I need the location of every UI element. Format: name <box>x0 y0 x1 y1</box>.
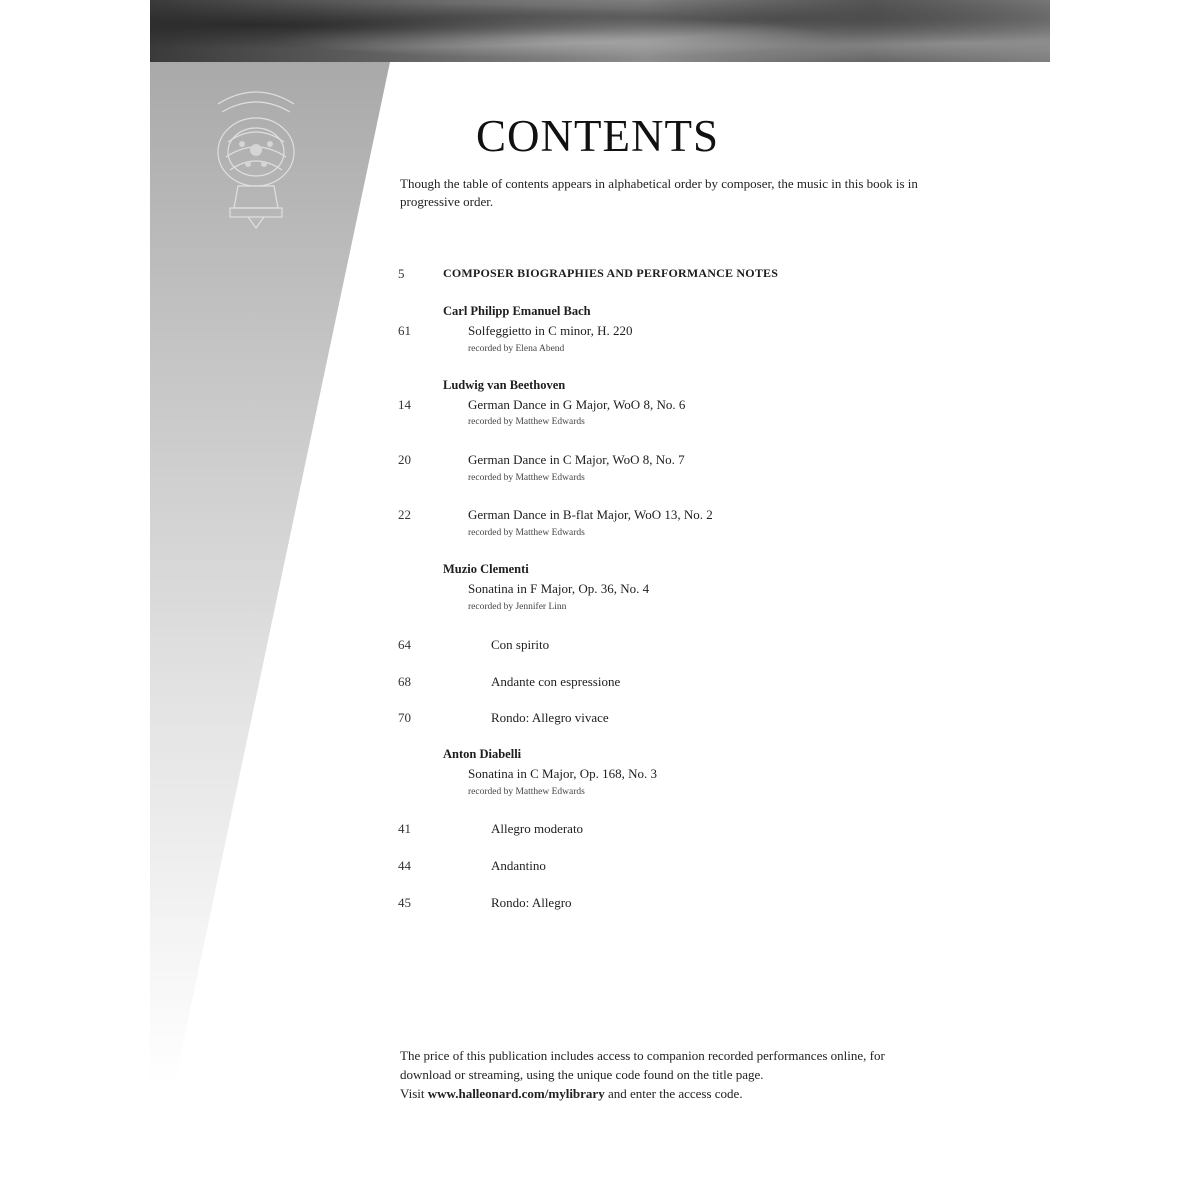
work-title: Solfeggietto in C minor, H. 220 <box>468 323 633 338</box>
composer-name: Ludwig van Beethoven <box>443 378 566 392</box>
page-number: 44 <box>398 858 411 873</box>
work-title: German Dance in G Major, WoO 8, No. 6 <box>468 397 686 412</box>
work-title: Sonatina in C Major, Op. 168, No. 3 <box>468 766 658 781</box>
recorded-by: recorded by Elena Abend <box>468 344 565 354</box>
decorative-left-wedge <box>150 62 390 1200</box>
page-number: 14 <box>398 397 411 412</box>
work-title: Sonatina in F Major, Op. 36, No. 4 <box>468 581 650 596</box>
page-number: 61 <box>398 323 411 338</box>
page-number: 70 <box>398 710 411 725</box>
movement-title: Andantino <box>491 858 546 873</box>
publisher-emblem-icon <box>208 82 304 232</box>
page-number: 68 <box>398 674 411 689</box>
page-number: 41 <box>398 821 411 836</box>
access-note-end: and enter the access code. <box>604 1086 743 1101</box>
composer-name: Muzio Clementi <box>443 562 529 576</box>
composer-name: Anton Diabelli <box>443 747 522 761</box>
work-title: German Dance in C Major, WoO 8, No. 7 <box>468 452 685 467</box>
visit-label: Visit <box>400 1086 428 1101</box>
page-number: 22 <box>398 507 411 522</box>
movement-title: Andante con espressione <box>491 674 621 689</box>
recorded-by: recorded by Matthew Edwards <box>468 417 585 427</box>
movement-title: Rondo: Allegro <box>491 895 572 910</box>
library-link[interactable]: www.halleonard.com/mylibrary <box>427 1086 605 1101</box>
movement-title: Allegro moderato <box>491 821 584 836</box>
composer-name: Carl Philipp Emanuel Bach <box>443 304 591 318</box>
work-title: German Dance in B-flat Major, WoO 13, No. 2 <box>468 507 713 522</box>
movement-title: Con spirito <box>491 637 550 652</box>
section-heading: COMPOSER BIOGRAPHIES AND PERFORMANCE NOTES <box>443 266 779 280</box>
movement-title: Rondo: Allegro vivace <box>491 710 609 725</box>
access-note <box>400 1046 920 1103</box>
page-number: 5 <box>398 266 405 281</box>
page-number: 20 <box>398 452 411 467</box>
recorded-by: recorded by Matthew Edwards <box>468 473 585 483</box>
recorded-by: recorded by Matthew Edwards <box>468 528 585 538</box>
page-number: 45 <box>398 895 411 910</box>
intro-text: Though the table of contents appears in alphabetical order by composer, the music in this book is in progressive order. <box>400 176 918 209</box>
book-page <box>150 0 1050 1200</box>
page-title: CONTENTS <box>476 111 719 161</box>
access-note-text: The price of this publication includes access to companion recorded performances online, for download or streaming, using the unique code found on the title page. <box>400 1048 885 1082</box>
page-number: 64 <box>398 637 411 652</box>
decorative-top-band <box>150 0 1050 62</box>
recorded-by: recorded by Matthew Edwards <box>468 787 585 797</box>
recorded-by: recorded by Jennifer Linn <box>468 602 567 612</box>
